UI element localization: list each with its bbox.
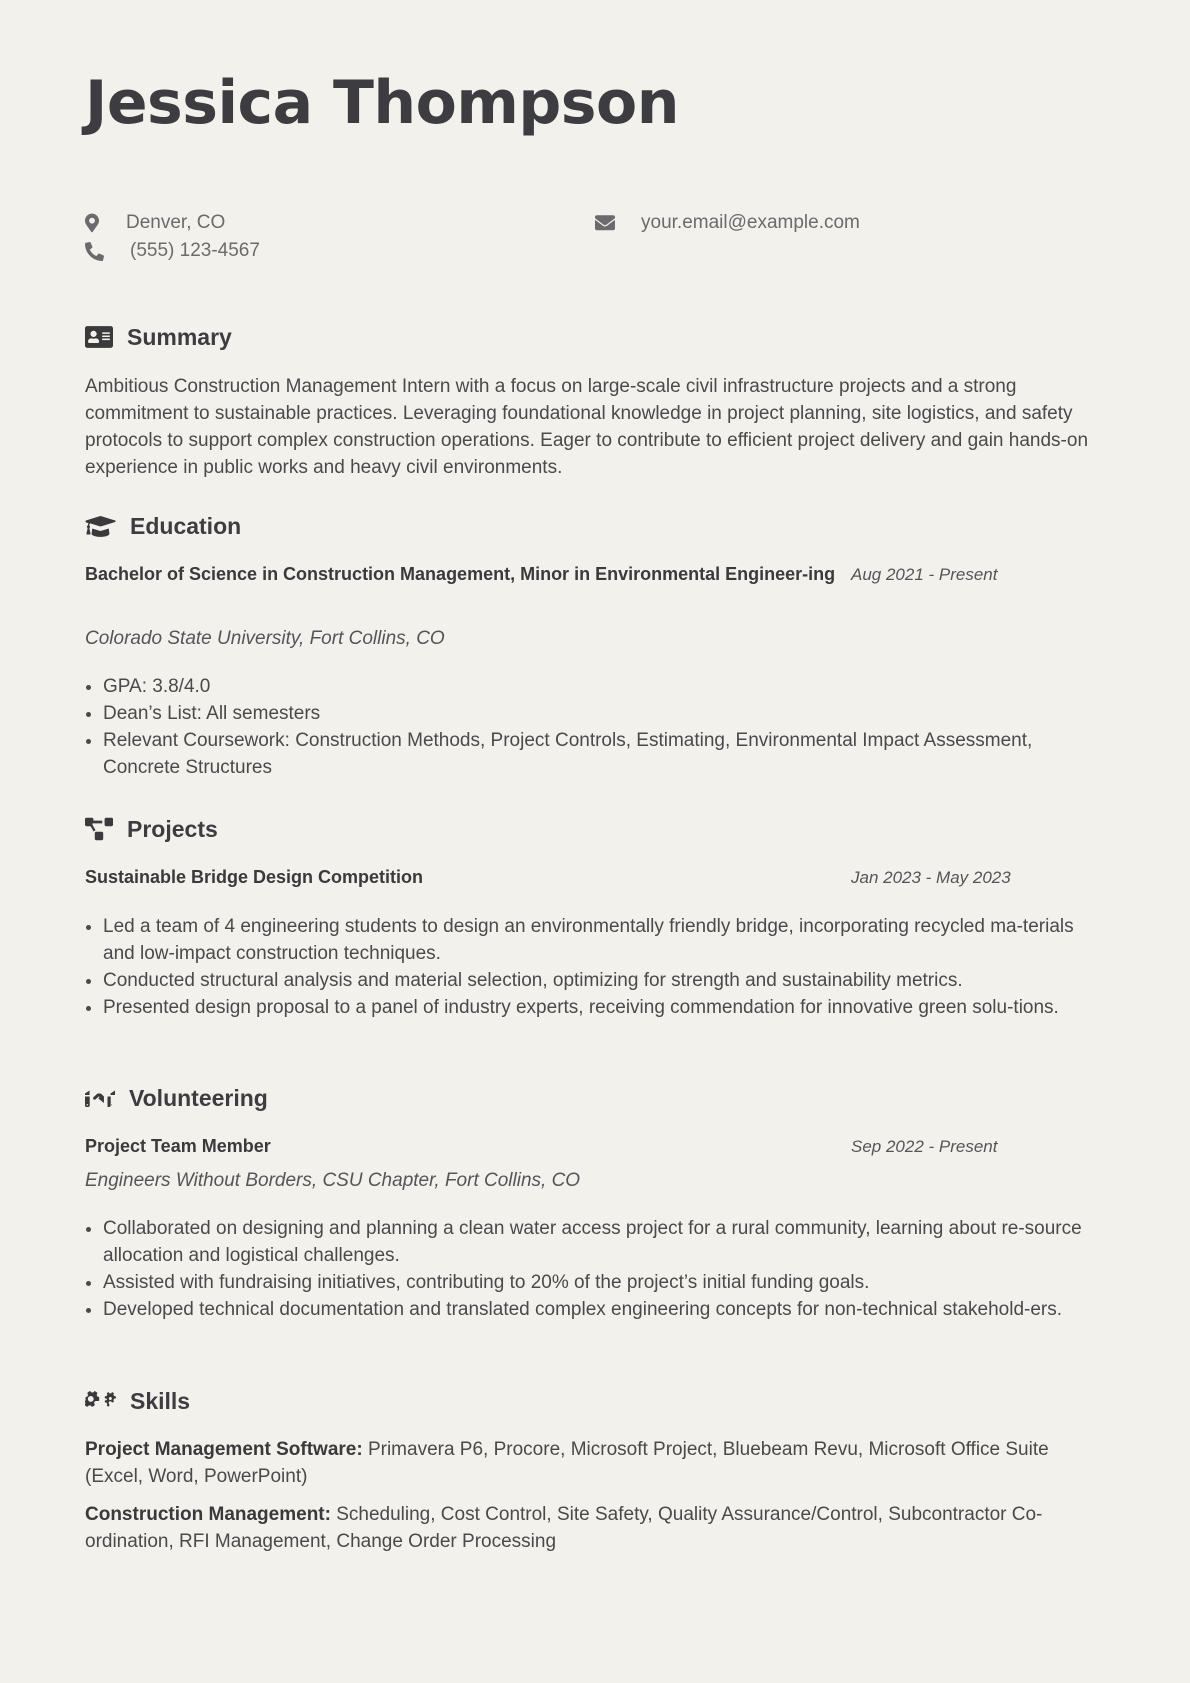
projects-title: Projects <box>127 815 218 842</box>
skill-label: Construction Management: <box>85 1504 331 1525</box>
envelope-icon <box>595 215 615 231</box>
list-item: • Collaborated on designing and planning a clean water access project for a rural community, learning about re-source allocation and logistical challenges. <box>103 1215 1105 1269</box>
phone-icon <box>85 242 104 261</box>
phone-text: (555) 123-4567 <box>130 240 260 261</box>
summary-text: Ambitious Construction Management Intern with a focus on large-scale civil infrastructure projects and a strong commitment to sustainable practices. Leveraging foundational knowledge in project planning, site logistics, and safety protocols to support complex construction operations. Eager to contribute to efficient project delivery and gain hands-on experience in public works and heavy civil environments. <box>85 376 1089 478</box>
skill-value: Scheduling, Cost Control, Site Safety, Quality Assurance/Control, Subcontractor Co-ordination, RFI Management, Change Order Processing <box>85 1504 1043 1552</box>
summary-heading <box>85 322 1105 352</box>
volunteer-bullets <box>85 1215 1105 1323</box>
project-bullets <box>85 913 1105 1021</box>
list-item: • Conducted structural analysis and material selection, optimizing for strength and sustainability metrics. <box>103 967 1105 994</box>
projects-heading <box>85 814 1105 844</box>
location-text: Denver, CO <box>126 212 226 233</box>
skills-section <box>85 1386 1105 1555</box>
skills-heading <box>85 1386 1105 1416</box>
list-item: • Dean’s List: All semesters <box>103 700 1105 727</box>
volunteer-org: Engineers Without Borders, CSU Chapter, Fort Collins, CO <box>85 1170 581 1191</box>
list-item: • Led a team of 4 engineering students to design an environmentally friendly bridge, incorporating recycled ma-terials and low-impact construction techniques. <box>103 913 1105 967</box>
list-item: • Assisted with fundraising initiatives, contributing to 20% of the project’s initial funding goals. <box>103 1269 1105 1296</box>
list-item: • Relevant Coursework: Construction Methods, Project Controls, Estimating, Environmental Impact Assessment, Concrete Structures <box>103 727 1105 781</box>
contact-phone[interactable] <box>85 240 260 262</box>
summary-section <box>85 322 1105 481</box>
project-diagram-icon <box>85 817 113 841</box>
school-name: Colorado State University, Fort Collins, CO <box>85 628 445 649</box>
projects-section <box>85 814 1105 1054</box>
volunteering-section <box>85 1083 1105 1353</box>
skill-value: Primavera P6, Procore, Microsoft Project, Bluebeam Revu, Microsoft Office Suite (Excel, Word, PowerPoint) <box>85 1439 1049 1487</box>
contact-email[interactable] <box>595 212 860 234</box>
skills-title: Skills <box>130 1387 191 1414</box>
education-date: Aug 2021 - Present <box>851 565 998 584</box>
education-title: Education <box>130 512 242 539</box>
degree-title: Bachelor of Science in Construction Management, Minor in Environmental Engineer-ing <box>85 564 836 584</box>
skill-row <box>85 1501 1105 1555</box>
email-text: your.email@example.com <box>641 212 860 233</box>
skill-row <box>85 1436 1105 1490</box>
graduation-cap-icon <box>85 514 116 538</box>
map-marker-icon <box>85 213 99 233</box>
list-item: • Presented design proposal to a panel of industry experts, receiving commendation for innovative green solu-tions. <box>103 994 1105 1021</box>
skill-label: Project Management Software: <box>85 1439 363 1460</box>
volunteer-date: Sep 2022 - Present <box>851 1137 998 1156</box>
volunteer-role: Project Team Member <box>85 1136 271 1156</box>
id-card-icon <box>85 325 113 349</box>
project-date: Jan 2023 - May 2023 <box>851 868 1011 887</box>
list-item: • Developed technical documentation and translated complex engineering concepts for non-technical stakehold-ers. <box>103 1296 1105 1323</box>
candidate-name: Jessica Thompson <box>85 68 679 138</box>
project-title: Sustainable Bridge Design Competition <box>85 867 424 887</box>
volunteering-heading <box>85 1083 1105 1113</box>
education-heading <box>85 511 1105 541</box>
volunteering-title: Volunteering <box>129 1084 268 1111</box>
contact-location <box>85 212 225 234</box>
handshake-icon <box>85 1086 115 1110</box>
summary-title: Summary <box>127 323 232 350</box>
cogs-icon <box>85 1389 116 1413</box>
education-section <box>85 511 1105 781</box>
list-item: • GPA: 3.8/4.0 <box>103 673 1105 700</box>
education-bullets <box>85 673 1105 781</box>
